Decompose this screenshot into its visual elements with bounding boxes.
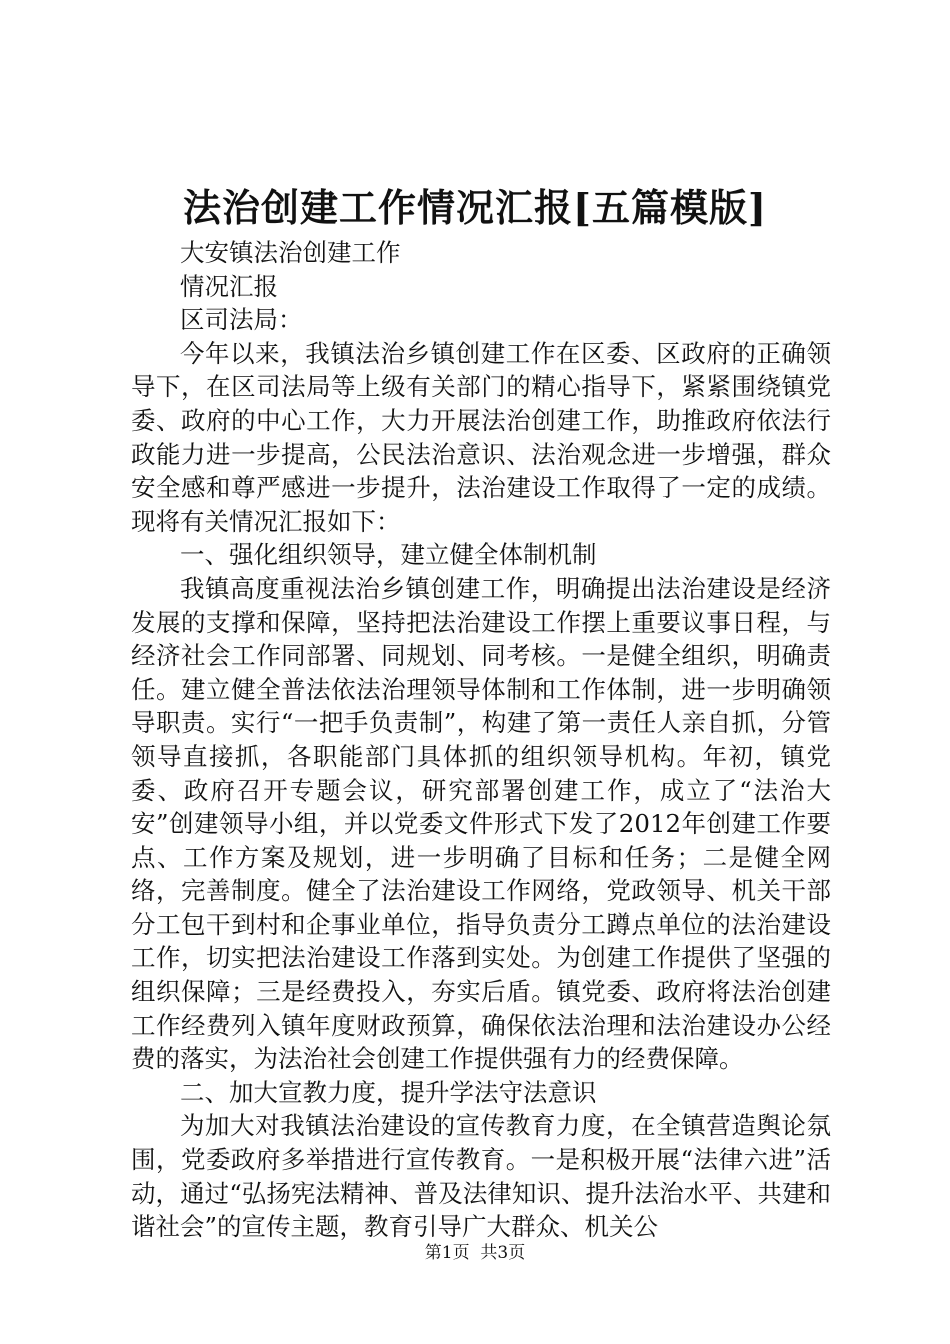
paragraph-section-2: 为加大对我镇法治建设的宣传教育力度，在全镇营造舆论氛围，党委政府多举措进行宣传教育。一是积极开展“法律六进”活动，通过“弘扬宪法精神、普及法律知识、提升法治水平、共建和谐社会”的宣传主题，教育引导广大群众、机关公 [131,1111,831,1242]
section-heading-1: 一、强化组织领导，建立健全体制机制 [180,540,597,570]
paragraph-section-1: 我镇高度重视法治乡镇创建工作，明确提出法治建设是经济发展的支撑和保障，坚持把法治建设工作摆上重要议事日程，与经济社会工作同部署、同规划、同考核。一是健全组织，明确责任。建立健全普法依法治理领导体制和工作体制，进一步明确领导职责。实行“一把手负责制”，构建了第一责任人亲自抓，分管领导直接抓，各职能部门具体抓的组织领导机构。年初，镇党委、政府召开专题会议，研究部署创建工作，成立了“法治大安”创建领导小组，并以党委文件形式下发了2012年创建工作要点、工作方案及规划，进一步明确了目标和任务；二是健全网络，完善制度。健全了法治建设工作网络，党政领导、机关干部分工包干到村和企事业单位，指导负责分工蹲点单位的法治建设工作，切实把法治建设工作落到实处。为创建工作提供了坚强的组织保障；三是经费投入，夯实后盾。镇党委、政府将法治创建工作经费列入镇年度财政预算，确保依法治理和法治建设办公经费的落实，为法治社会创建工作提供强有力的经费保障。 [131,573,831,1074]
document-title: 法治创建工作情况汇报[五篇模版] [183,185,767,230]
paragraph-intro: 今年以来，我镇法治乡镇创建工作在区委、区政府的正确领导下，在区司法局等上级有关部门的精心指导下，紧紧围绕镇党委、政府的中心工作，大力开展法治创建工作，助推政府依法行政能力进一步提高，公民法治意识、法治观念进一步增强，群众安全感和尊严感进一步提升，法治建设工作取得了一定的成绩。现将有关情况汇报如下： [131,338,831,536]
page-total: 共3页 [480,1243,526,1263]
document-body [131,236,831,1244]
paragraph-salutation: 区司法局： [180,305,303,335]
page-footer [0,1241,950,1265]
section-heading-2: 二、加大宣教力度，提升学法守法意识 [180,1077,597,1107]
paragraph-report-heading: 情况汇报 [180,271,278,301]
paragraph-town-heading: 大安镇法治创建工作 [180,238,401,267]
page-number: 第1页 [424,1243,470,1263]
